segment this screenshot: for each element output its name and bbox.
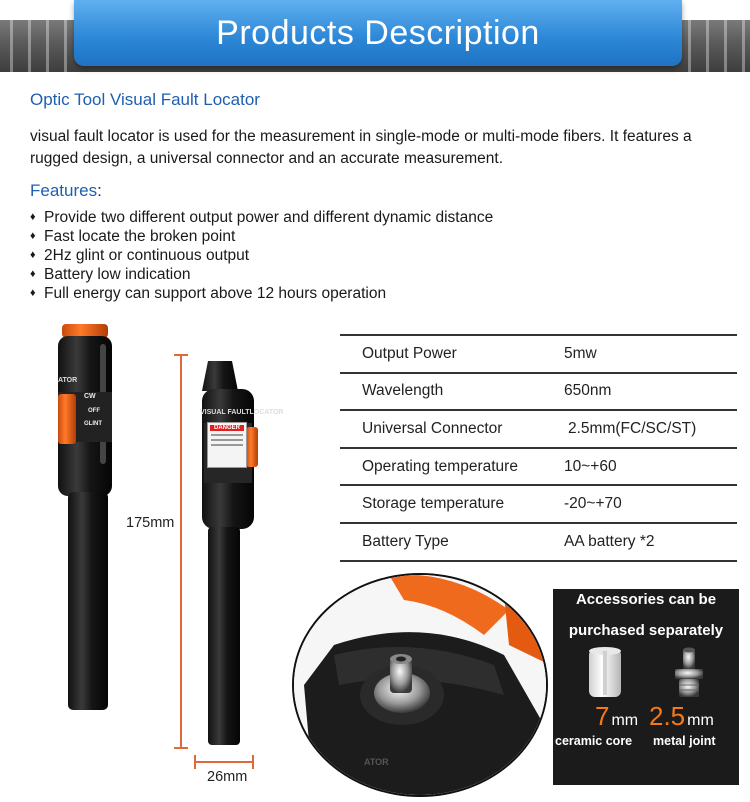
list-item <box>30 208 493 227</box>
spec-label: Universal Connector <box>362 419 503 437</box>
height-dimension-line <box>180 354 182 749</box>
metal-joint-image <box>669 645 709 701</box>
features-list <box>30 208 493 303</box>
table-row <box>340 523 737 561</box>
metal-size <box>649 701 714 732</box>
height-dimension-label: 175mm <box>126 515 175 531</box>
feature-text: 2Hz glint or continuous output <box>44 247 250 264</box>
spec-label: Storage temperature <box>362 495 505 513</box>
bullet-icon: ♦ <box>30 268 36 280</box>
switch-label-cw: CW <box>84 393 96 400</box>
pen-side-label: ATOR <box>58 377 78 384</box>
spec-label: Output Power <box>362 344 457 362</box>
feature-text: Full energy can support above 12 hours operation <box>44 285 387 302</box>
feature-text: Fast locate the broken point <box>44 228 236 245</box>
height-dimension-top-cap <box>174 354 188 356</box>
spec-label: Wavelength <box>362 382 444 400</box>
spec-value: 5mw <box>564 344 597 362</box>
spec-label: Battery Type <box>362 532 449 550</box>
metal-size-value: 2.5 <box>649 701 686 731</box>
switch-label-off: OFF <box>88 408 100 414</box>
spec-value: -20~+70 <box>564 495 622 513</box>
pen-side-view <box>40 322 130 717</box>
switch-label-glint: GLINT <box>84 421 102 427</box>
spec-value: 10~+60 <box>564 457 617 475</box>
feature-text: Provide two different output power and different dynamic distance <box>44 209 494 226</box>
list-item <box>30 265 493 284</box>
table-row <box>340 485 737 523</box>
svg-text:ATOR: ATOR <box>364 757 389 767</box>
ceramic-size-value: 7 <box>595 701 610 731</box>
features-heading-text: Features <box>30 181 98 200</box>
banner-stripes-left <box>2 20 72 72</box>
bullet-icon: ♦ <box>30 211 36 223</box>
pen-front-label: VISUAL FAULTLOCATOR <box>200 409 284 416</box>
danger-label: DANGER <box>210 425 244 431</box>
metal-size-unit: mm <box>687 712 714 729</box>
features-heading <box>30 181 102 201</box>
accessories-line1: Accessories can be <box>575 591 717 608</box>
accessories-panel <box>553 589 739 785</box>
bullet-icon: ♦ <box>30 287 36 299</box>
spec-value: AA battery *2 <box>564 532 655 550</box>
list-item <box>30 227 493 246</box>
metal-caption: metal joint <box>653 734 716 748</box>
connector-closeup-image <box>292 573 548 797</box>
table-row <box>340 335 737 373</box>
spec-label: Operating temperature <box>362 457 518 475</box>
intro-paragraph: visual fault locator is used for the measurement in single-mode or multi-mode fibers. It features a rugged design, a universal connector and an accurate measurement. <box>30 128 692 167</box>
bullet-icon: ♦ <box>30 249 36 261</box>
width-dimension-right-cap <box>252 755 254 769</box>
banner <box>74 0 682 66</box>
bullet-icon: ♦ <box>30 230 36 242</box>
feature-text: Battery low indication <box>44 266 191 283</box>
list-item <box>30 246 493 265</box>
ceramic-size-unit: mm <box>611 712 639 729</box>
features-heading-colon: : <box>97 181 102 200</box>
product-heading: Optic Tool Visual Fault Locator <box>30 90 260 109</box>
table-row <box>340 373 737 411</box>
table-row <box>340 410 737 448</box>
width-dimension-left-cap <box>194 755 196 769</box>
ceramic-core-image <box>583 645 627 701</box>
table-row <box>340 448 737 486</box>
banner-stripes-right <box>680 20 750 72</box>
spec-value: 2.5mm(FC/SC/ST) <box>568 419 697 437</box>
laser-warning-sticker <box>207 422 247 468</box>
accessories-line2: purchased separately <box>568 622 724 639</box>
width-dimension-line <box>194 761 254 763</box>
height-dimension-bottom-cap <box>174 747 188 749</box>
specs-table <box>340 334 737 562</box>
width-dimension-label: 26mm <box>207 769 248 785</box>
ceramic-caption: ceramic core <box>555 734 633 748</box>
spec-value: 650nm <box>564 382 612 400</box>
list-item <box>30 284 493 303</box>
page-title: Products Description <box>216 13 540 52</box>
ceramic-size <box>595 701 638 732</box>
